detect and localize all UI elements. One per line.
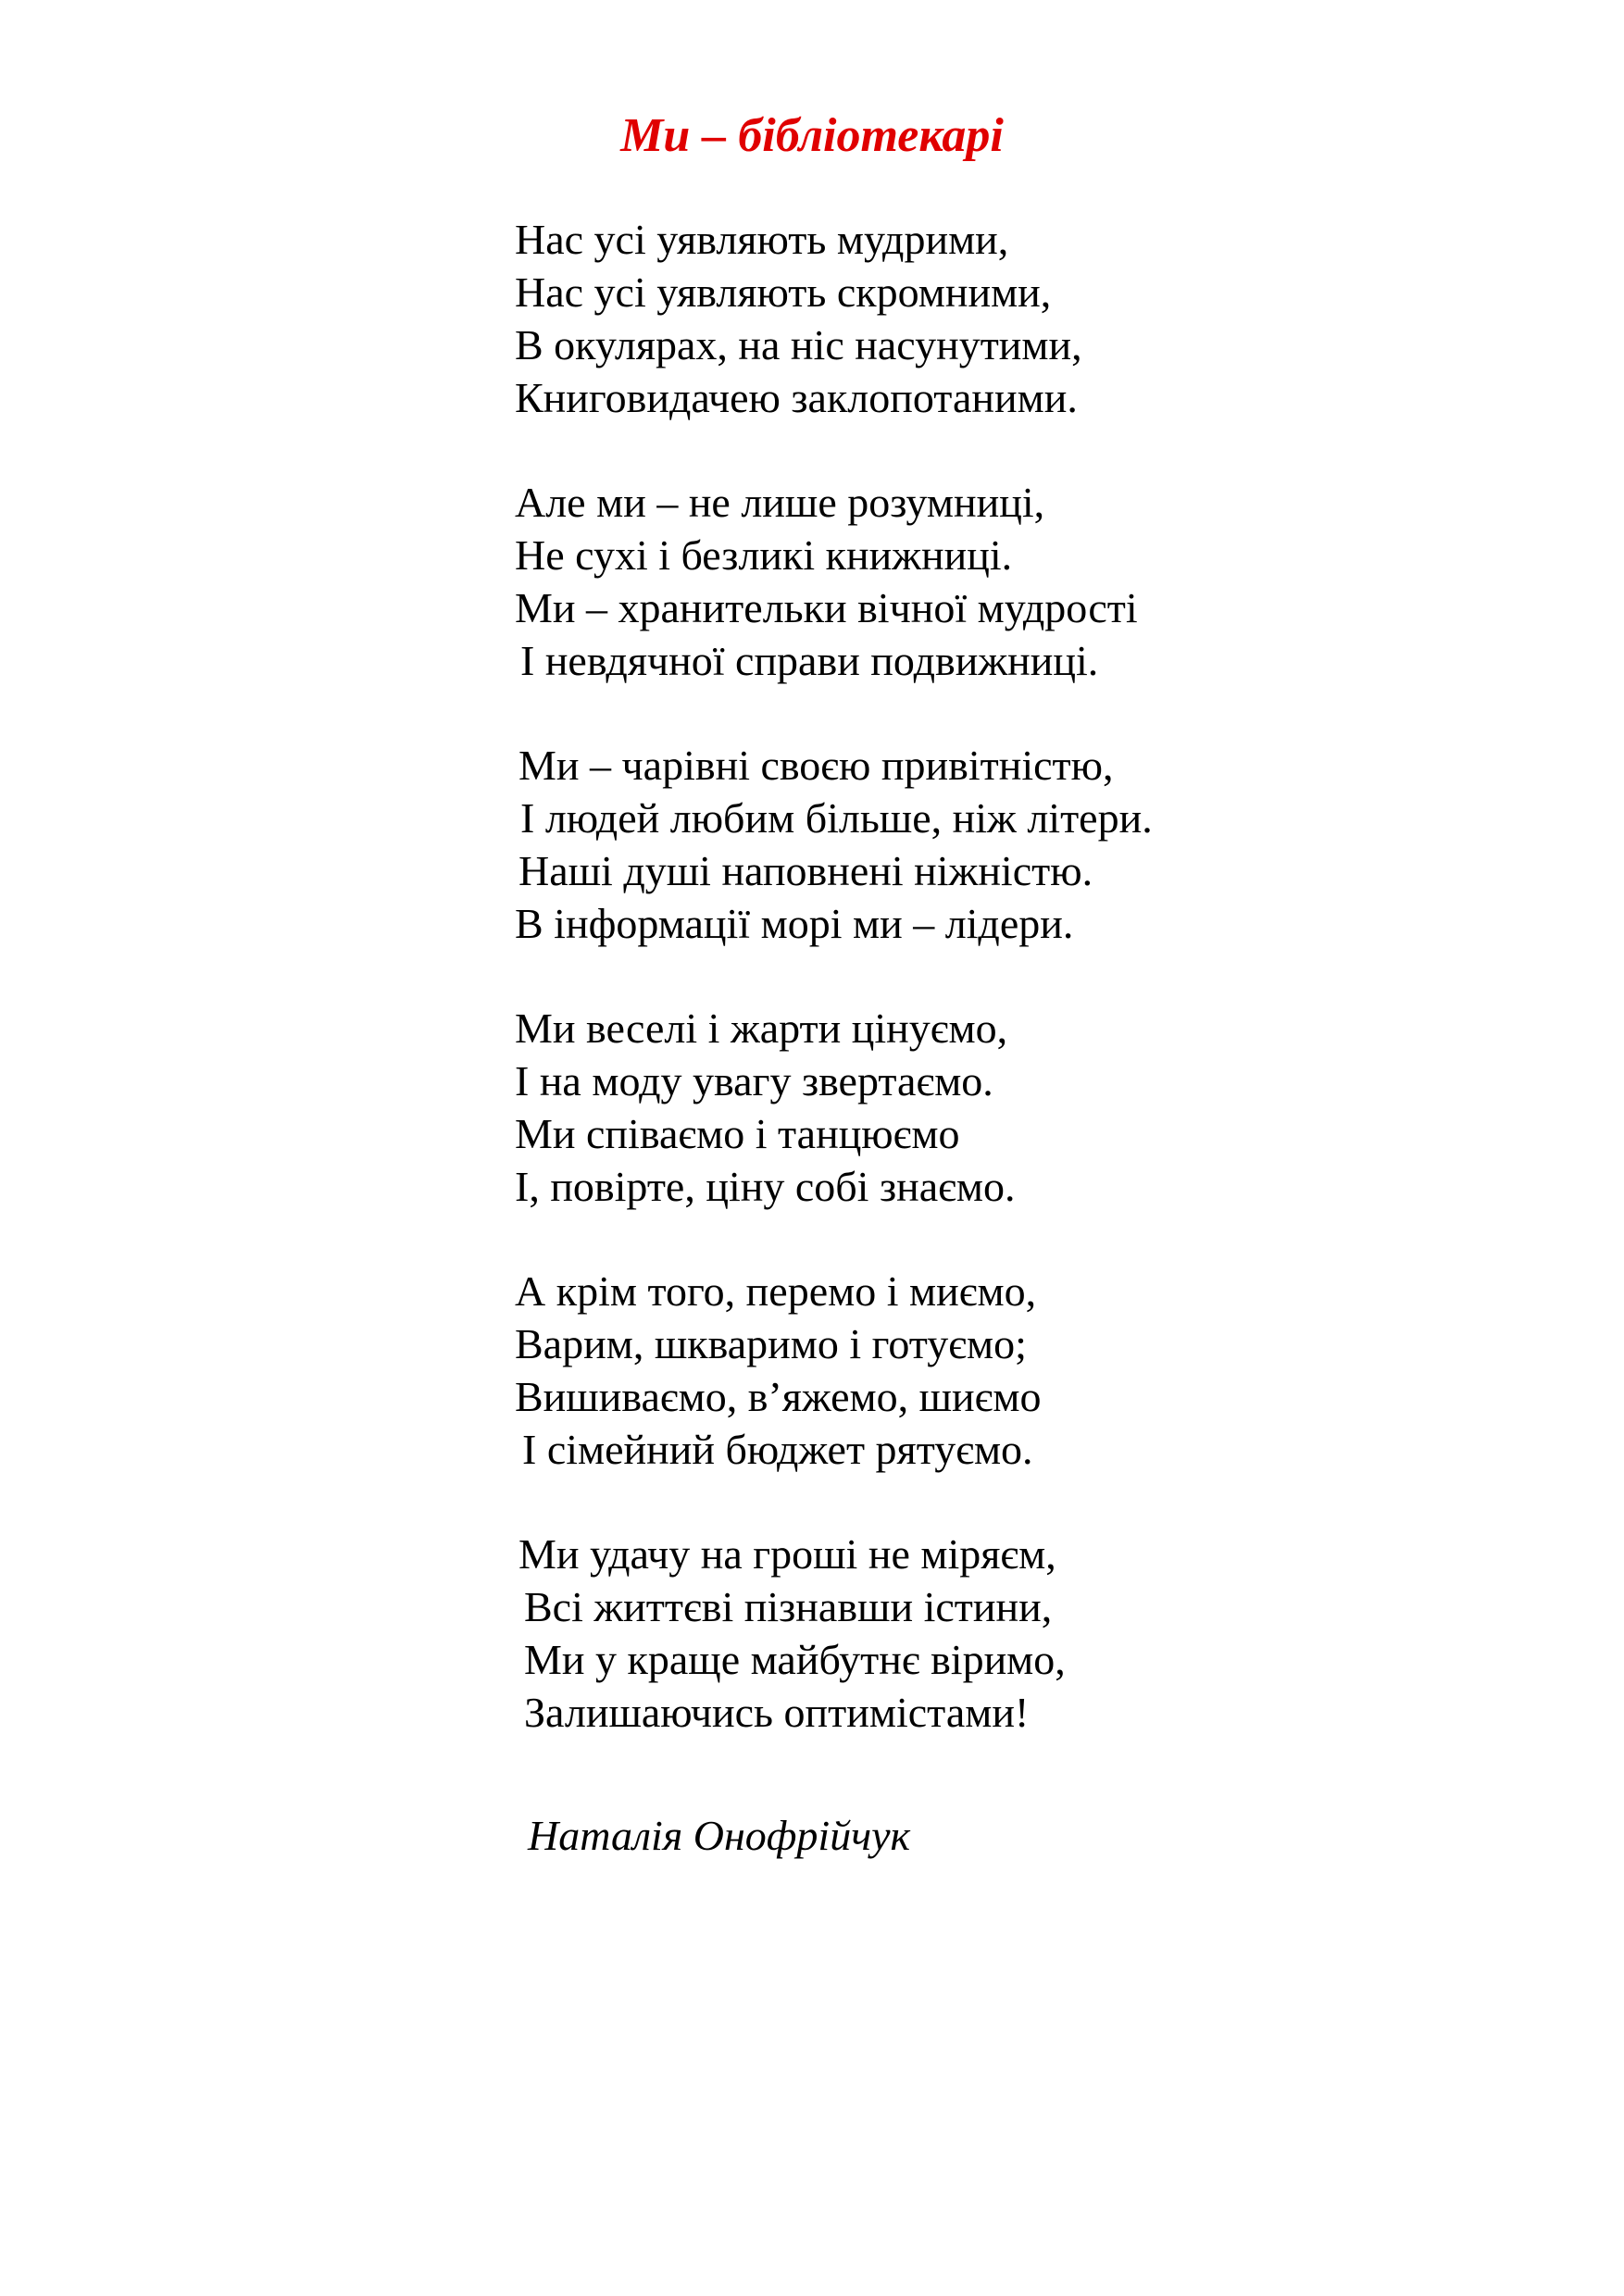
poem-author: Наталія Онофрійчук: [528, 1812, 911, 1859]
stanza-2: [515, 476, 1348, 687]
stanza-6: [515, 1528, 1348, 1739]
stanza-3: [515, 739, 1348, 950]
poem-line: Наші душі наповнені ніжністю.: [518, 847, 1093, 894]
poem-line: Нас усі уявляють скромними,: [515, 268, 1052, 316]
poem-body: [515, 213, 1348, 1791]
poem-line: Ми – чарівні своєю привітністю,: [518, 742, 1114, 789]
poem-line: Всі життєві пізнавши істини,: [524, 1583, 1053, 1630]
poem-title: Ми – бібліотекарі: [620, 109, 1004, 162]
poem-line: В окулярах, на ніс насунутими,: [515, 321, 1082, 368]
stanza-1: [515, 213, 1348, 424]
poem-line: В інформації морі ми – лідери.: [515, 900, 1074, 947]
poem-line: Книговидачею заклопотаними.: [515, 374, 1078, 421]
stanza-5: [515, 1265, 1348, 1476]
poem-line: Варим, шкваримо і готуємо;: [515, 1320, 1027, 1367]
poem-line: Залишаючись оптимістами!: [524, 1689, 1030, 1736]
poem-line: Ми веселі і жарти цінуємо,: [515, 1004, 1008, 1052]
poem-line: Нас усі уявляють мудрими,: [515, 216, 1009, 263]
poem-line: Ми співаємо і танцюємо: [515, 1110, 960, 1157]
poem-line: І сімейний бюджет рятуємо.: [522, 1426, 1033, 1473]
poem-line: Але ми – не лише розумниці,: [515, 479, 1045, 526]
poem-line: Не сухі і безликі книжниці.: [515, 531, 1013, 579]
poem-line: І, повірте, ціну собі знаємо.: [515, 1163, 1016, 1210]
poem-line: І людей любим більше, ніж літери.: [520, 794, 1153, 842]
poem-line: Вишиваємо, в’яжемо, шиємо: [515, 1373, 1042, 1420]
poem-line: Ми у краще майбутнє віримо,: [524, 1636, 1066, 1683]
poem-line: Ми удачу на гроші не міряєм,: [518, 1530, 1056, 1578]
poem-line: Ми – хранительки вічної мудрості: [515, 584, 1138, 631]
poem-line: А крім того, перемо і миємо,: [515, 1267, 1037, 1315]
stanza-4: [515, 1002, 1348, 1213]
poem-line: І на моду увагу звертаємо.: [515, 1057, 993, 1104]
poem-line: І невдячної справи подвижниці.: [520, 637, 1099, 684]
